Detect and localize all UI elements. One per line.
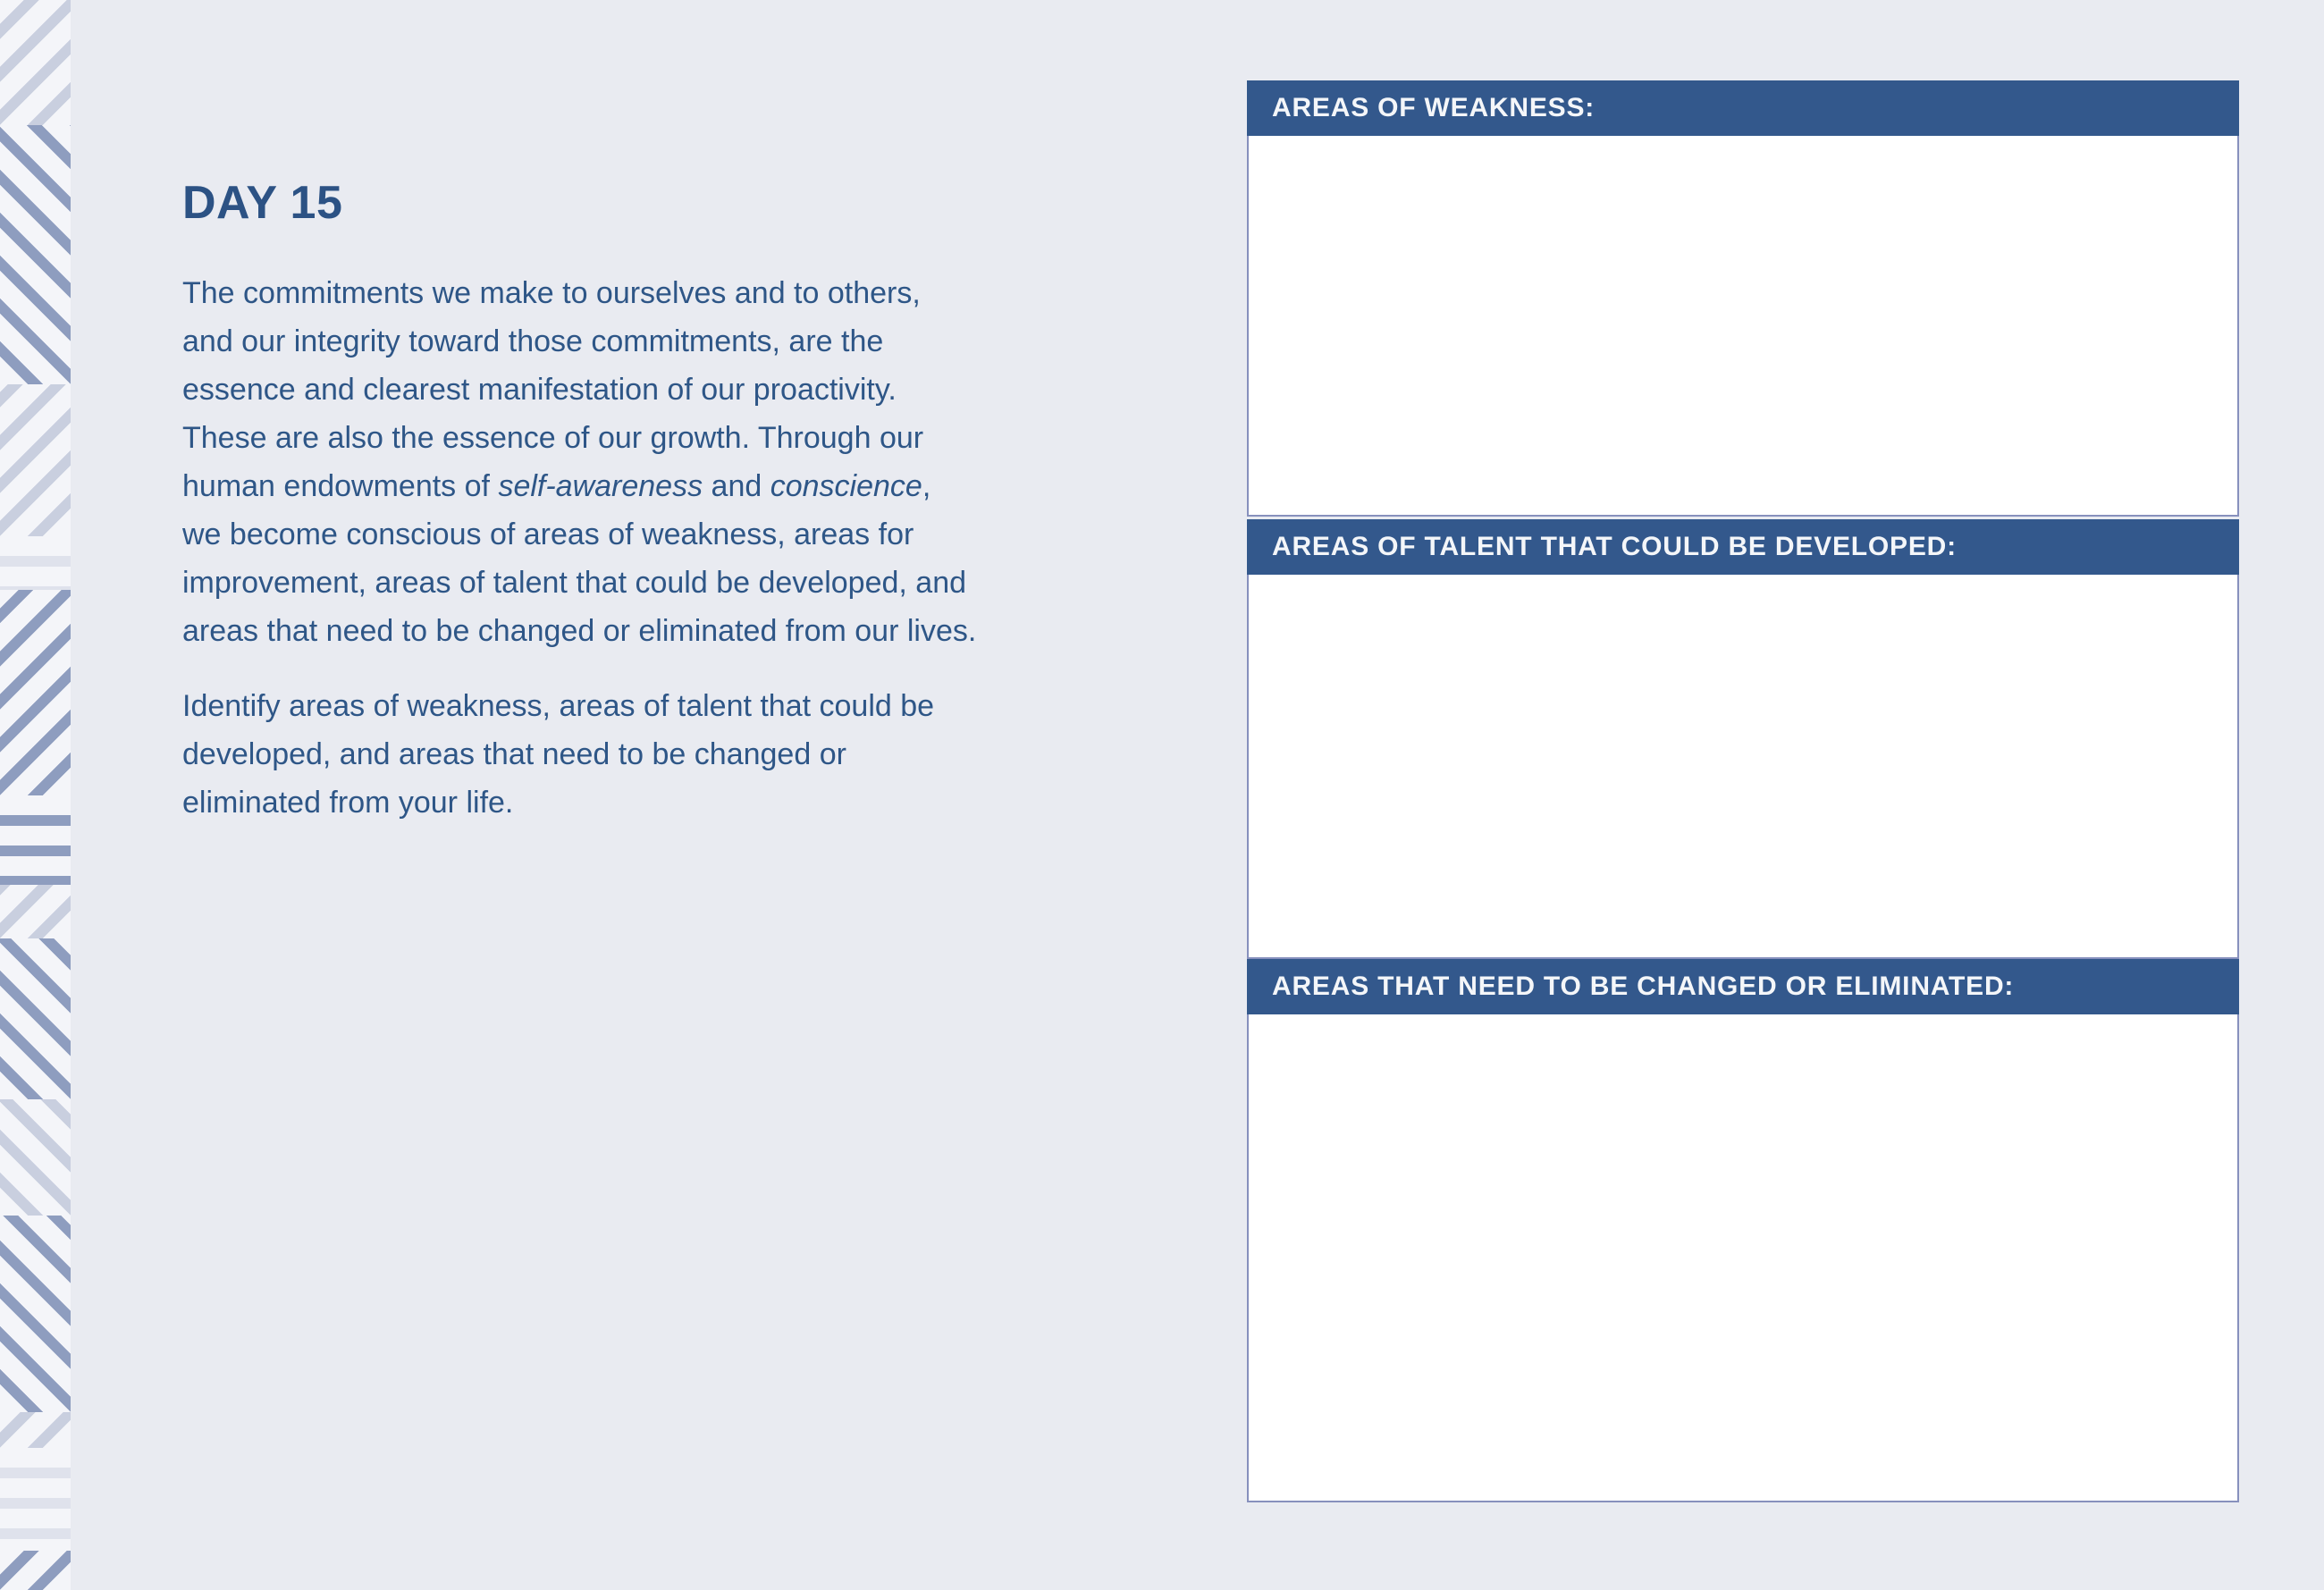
intro-italic-self-awareness: self-awareness [498,468,703,503]
pattern-section [0,1412,71,1448]
section-header-label: AREAS OF WEAKNESS: [1272,93,1596,122]
decorative-edge-pattern [0,0,71,1590]
section-header-label: AREAS THAT NEED TO BE CHANGED OR ELIMINATED: [1272,972,2015,1001]
pattern-section [0,885,71,938]
section-header-weakness [1247,80,2239,136]
pattern-section [0,1099,71,1216]
answer-box-weakness[interactable] [1247,136,2239,517]
pattern-section [0,1448,71,1551]
pattern-section [0,384,71,536]
pattern-section [0,1551,71,1590]
answer-box-change[interactable] [1247,1014,2239,1502]
lesson-text-column [182,179,978,827]
intro-italic-conscience: conscience [770,468,922,503]
pattern-section [0,1216,71,1412]
prompt-paragraph: Identify areas of weakness, areas of talent that could be developed, and areas that need to be changed or eliminated from your life. [182,688,935,820]
pattern-section [0,0,71,125]
pattern-section [0,795,71,885]
intro-text: , we become conscious of areas of weakness, areas for improvement, areas of talent that could be developed, and areas that need to be changed or eliminated from our lives. [182,468,977,648]
pattern-section [0,536,71,590]
worksheet-panel [1247,80,2239,1502]
section-header-change [1247,959,2239,1014]
section-header-label: AREAS OF TALENT THAT COULD BE DEVELOPED: [1272,532,1957,561]
answer-box-talent[interactable] [1247,575,2239,959]
pattern-section [0,590,71,795]
section-header-talent [1247,519,2239,575]
page-title: DAY 15 [182,177,343,229]
pattern-section [0,125,71,384]
intro-text: The commitments we make to ourselves and to others, and our integrity toward those commitments, are the essence and clearest manifestation of our proactivity. These are also the essence of our growth. Through our human endowments of [182,275,924,503]
pattern-section [0,938,71,1099]
intro-text: and [703,468,770,503]
intro-paragraph [182,269,978,655]
